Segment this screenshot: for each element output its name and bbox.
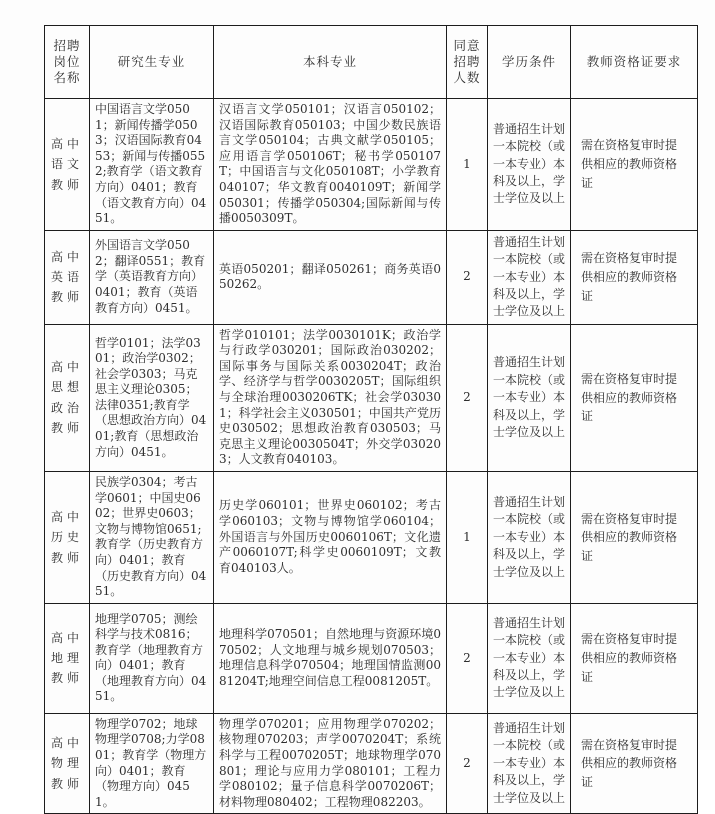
certificate-requirement-cell: 需在资格复审时提供相应的教师资格证 [571,324,698,471]
approved-count-cell: 2 [447,230,488,324]
undergraduate-majors-cell: 汉语言文学050101；汉语言050102；汉语国际教育050103；中国少数民族语言文学050104；古典文献学050105；应用语言学050106T；秘书学050107T；中国语言与文化050108T；小学教育040107；华文教育0040109T；新闻学050301；传播学050304;国际新闻与传播0050309T。 [214,99,447,231]
certificate-requirement-cell: 需在资格复审时提供相应的教师资格证 [571,230,698,324]
recruitment-table [44,25,698,814]
certificate-requirement-cell: 需在资格复审时提供相应的教师资格证 [571,472,698,604]
table-row [45,99,698,231]
graduate-majors-cell: 地理学0705；测绘科学与技术0816；教育学（地理教育方向）0401；教育（地理教育方向）0451。 [90,603,214,713]
position-cell: 高中语文教师 [45,99,90,231]
undergraduate-majors-cell: 物理学070201；应用物理学070202；核物理070203；声学0070204T；系统科学与工程0070205T；地球物理学070801；理论与应用力学080101；工程力学080102；量子信息科学0070206T；材料物理080402；工程物理082203。 [214,713,447,814]
education-requirement-cell: 普通招生计划一本院校（或一本专业）本科及以上，学士学位及以上 [488,713,571,814]
header-position: 招聘岗位名称 [45,26,90,99]
header-row [45,26,698,99]
graduate-majors-cell: 哲学0101；法学0301；政治学0302；社会学0303；马克思主义理论0305；法律0351;教育学（思想政治方向）0401;教育（思想政治方向）0451。 [90,324,214,471]
position-cell: 高中思想政治教师 [45,324,90,471]
header-graduate-major: 研究生专业 [90,26,214,99]
education-requirement-cell: 普通招生计划一本院校（或一本专业）本科及以上，学士学位及以上 [488,230,571,324]
education-requirement-cell: 普通招生计划一本院校（或一本专业）本科及以上，学士学位及以上 [488,324,571,471]
approved-count-cell: 2 [447,603,488,713]
position-cell: 高中历史教师 [45,472,90,604]
header-undergraduate-major: 本科专业 [214,26,447,99]
education-requirement-cell: 普通招生计划一本院校（或一本专业）本科及以上，学士学位及以上 [488,99,571,231]
approved-count-cell: 2 [447,324,488,471]
certificate-requirement-cell: 需在资格复审时提供相应的教师资格证 [571,713,698,814]
table-body [45,99,698,814]
graduate-majors-cell: 中国语言文学0501；新闻传播学0503；汉语国际教育0453；新闻与传播0552;教育学（语文教育方向）0401；教育（语文教育方向）0451。 [90,99,214,231]
approved-count-cell: 2 [447,713,488,814]
header-approved-count: 同意招聘人数 [447,26,488,99]
table-row [45,230,698,324]
position-cell: 高中物理教师 [45,713,90,814]
graduate-majors-cell: 外国语言文学0502；翻译0551；教育学（英语教育方向）0401；教育（英语教育方向）0451。 [90,230,214,324]
table-row [45,713,698,814]
undergraduate-majors-cell: 历史学060101；世界史060102；考古学060103；文物与博物馆学060104；外国语言与外国历史0060106T；文化遗产0060107T;科学史0060109T；文教育040103人。 [214,472,447,604]
certificate-requirement-cell: 需在资格复审时提供相应的教师资格证 [571,99,698,231]
graduate-majors-cell: 物理学0702；地球物理学0708;力学0801；教育学（物理方向）0401；教育（物理方向）0451。 [90,713,214,814]
table-row [45,603,698,713]
approved-count-cell: 1 [447,472,488,604]
education-requirement-cell: 普通招生计划一本院校（或一本专业）本科及以上，学士学位及以上 [488,472,571,604]
graduate-majors-cell: 民族学0304；考古学0601；中国史0602；世界史0603；文物与博物馆0651;教育学（历史教育方向）0401；教育（历史教育方向）0451。 [90,472,214,604]
table-row [45,472,698,604]
certificate-requirement-cell: 需在资格复审时提供相应的教师资格证 [571,603,698,713]
undergraduate-majors-cell: 地理科学070501；自然地理与资源环境070502；人文地理与城乡规划070503；地理信息科学070504；地理国情监测0081204T;地理空间信息工程0081205T。 [214,603,447,713]
header-certificate-requirement: 教师资格证要求 [571,26,698,99]
position-cell: 高中英语教师 [45,230,90,324]
table-header [45,26,698,99]
table-row [45,324,698,471]
education-requirement-cell: 普通招生计划一本院校（或一本专业）本科及以上，学士学位及以上 [488,603,571,713]
undergraduate-majors-cell: 英语050201；翻译050261；商务英语050262。 [214,230,447,324]
position-cell: 高中地理教师 [45,603,90,713]
approved-count-cell: 1 [447,99,488,231]
undergraduate-majors-cell: 哲学010101；法学0030101K；政治学与行政学030201；国际政治030202；国际事务与国际关系0030204T；政治学、经济学与哲学0030205T；国际组织与全球治理0030206TK；社会学030301；科学社会主义030501；中国共产党历史030502；思想政治教育030503；马克思主义理论0030504T；外交学030203；人文教育040103。 [214,324,447,471]
header-education-requirement: 学历条件 [488,26,571,99]
